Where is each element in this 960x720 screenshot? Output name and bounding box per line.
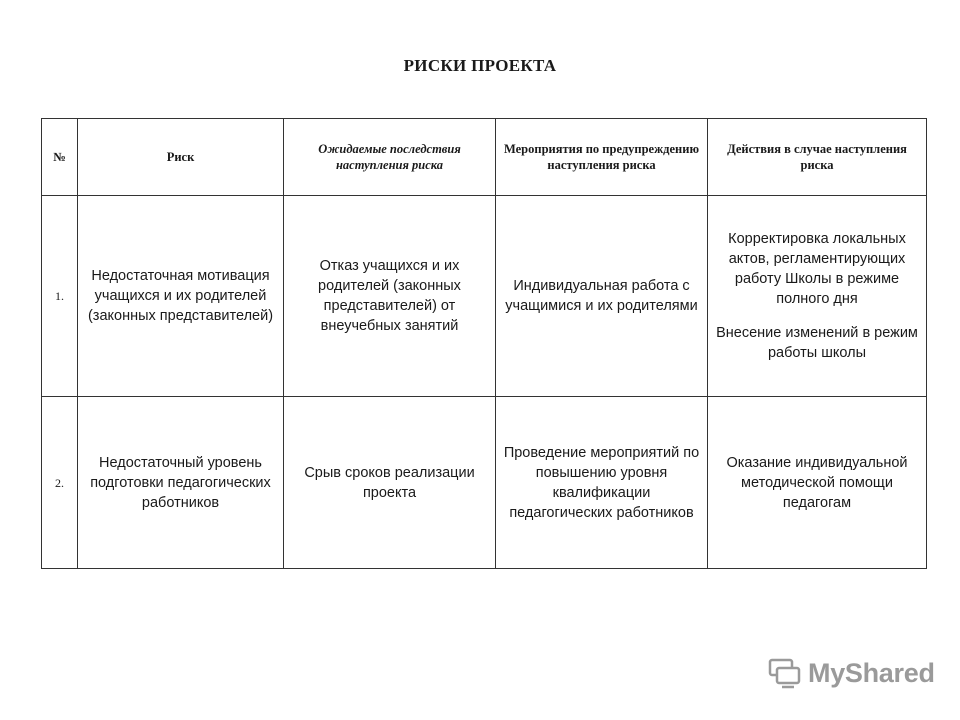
- header-risk: Риск: [78, 119, 284, 196]
- watermark-text: MyShared: [808, 657, 935, 688]
- consequence-cell: Отказ учащихся и их родителей (законных представителей) от внеучебных занятий: [284, 196, 496, 397]
- risk-table: [41, 118, 927, 569]
- row-number: 1.: [42, 196, 78, 397]
- risk-cell: Недостаточный уровень подготовки педагогических работников: [78, 397, 284, 569]
- table-header-row: [42, 119, 927, 196]
- header-prevention: Мероприятия по предупреждению наступления риска: [496, 119, 708, 196]
- table-row: [42, 196, 927, 397]
- table-row: [42, 397, 927, 569]
- prevention-cell: Индивидуальная работа с учащимися и их родителями: [496, 196, 708, 397]
- header-consequence: Ожидаемые последствия наступления риска: [284, 119, 496, 196]
- row-number: 2.: [42, 397, 78, 569]
- actions-cell: [708, 397, 927, 569]
- prevention-cell: Проведение мероприятий по повышению уровня квалификации педагогических работников: [496, 397, 708, 569]
- watermark: [768, 655, 935, 691]
- action-item: Внесение изменений в режим работы школы: [716, 325, 918, 361]
- risk-cell: Недостаточная мотивация учащихся и их родителей (законных представителей): [78, 196, 284, 397]
- header-number: №: [42, 119, 78, 196]
- document-title: РИСКИ ПРОЕКТА: [403, 56, 557, 75]
- header-actions: Действия в случае наступления риска: [708, 119, 927, 196]
- action-item: Корректировка локальных актов, регламентирующих работу Школы в режиме полного дня: [728, 231, 906, 307]
- myshared-logo-icon: [768, 657, 802, 689]
- actions-cell: [708, 196, 927, 397]
- consequence-cell: Срыв сроков реализации проекта: [284, 397, 496, 569]
- action-item: Оказание индивидуальной методической помощи педагогам: [726, 454, 908, 511]
